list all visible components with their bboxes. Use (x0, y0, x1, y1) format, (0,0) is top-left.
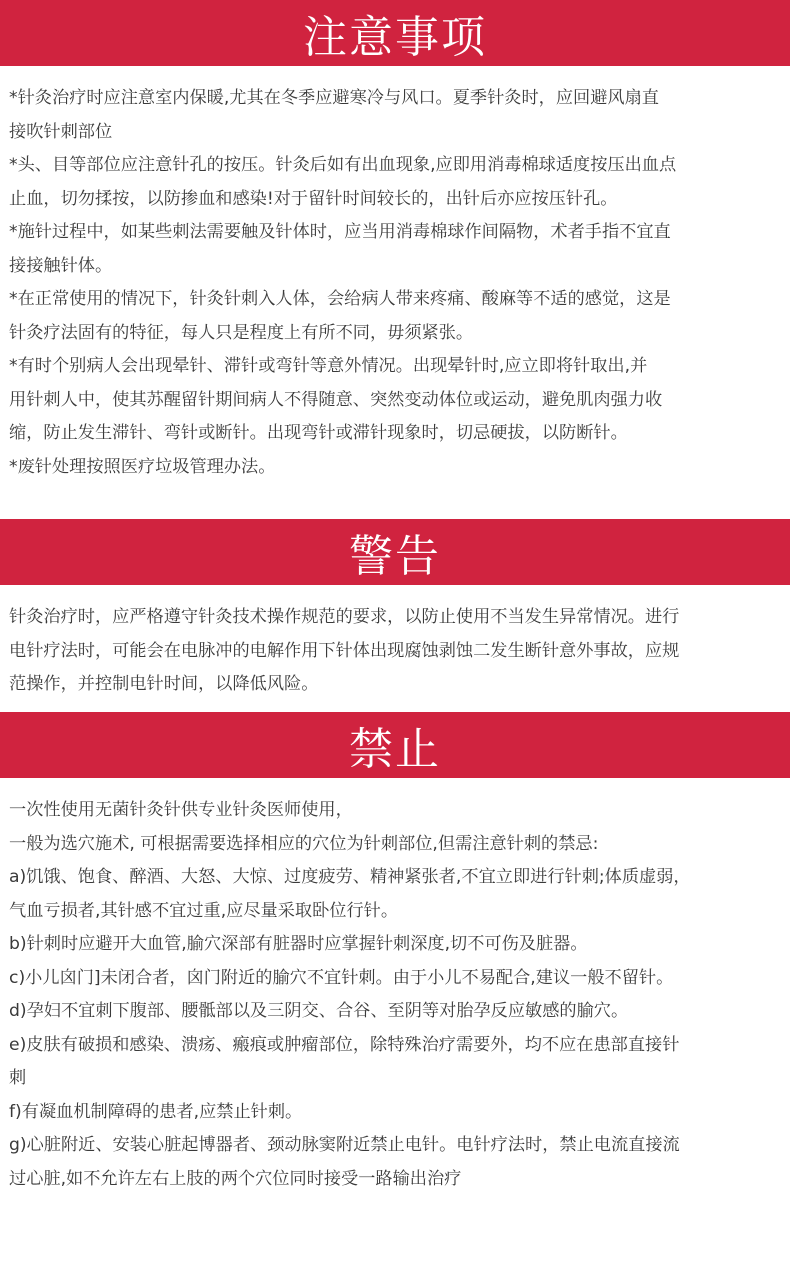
forbidden-line: 过心脏,如不允许左右上肢的两个穴位同时接受一路输出治疗 (9, 1168, 462, 1189)
forbidden-line: d)孕妇不宜刺下腹部、腰骶部以及三阴交、合谷、至阴等对胎孕反应敏感的腧穴。 (9, 1001, 629, 1021)
warning-line: 电针疗法时，可能会在电脉冲的电解作用下针体出现腐蚀剥蚀二发生断针意外事故，应规 (9, 640, 680, 661)
forbidden-line: 一般为选穴施术, 可根据需要选择相应的穴位为针刺部位,但需注意针刺的禁忌: (9, 833, 599, 854)
notes-line: *有时个别病人会出现晕针、滞针或弯针等意外情况。出现晕针时,应立即将针取出,并 (9, 356, 648, 376)
notes-line: *头、目等部位应注意针孔的按压。针灸后如有出血现象,应即用消毒棉球适度按压出血点 (9, 155, 677, 175)
forbidden-line: f)有凝血机制障碍的患者,应禁止针刺。 (9, 1101, 303, 1122)
warning-section-body (0, 585, 790, 698)
notes-section-header (0, 0, 790, 66)
forbidden-line: e)皮肤有破损和感染、溃疡、瘢痕或肿瘤部位，除特殊治疗需要外，均不应在患部直接针 (9, 1034, 680, 1055)
notes-line: 针灸疗法固有的特征，每人只是程度上有所不同，毋须紧张。 (9, 322, 474, 343)
warning-line: 针灸治疗时，应严格遵守针灸技术操作规范的要求，以防止使用不当发生异常情况。进行 (9, 607, 680, 627)
notes-line: 接接触针体。 (9, 255, 113, 276)
warning-title: 警告 (349, 531, 441, 582)
notes-title: 注意事项 (303, 12, 487, 63)
forbidden-line: 一次性使用无菌针灸针供专业针灸医师使用， (9, 800, 353, 820)
notes-line: 用针刺人中，使其苏醒留针期间病人不得随意、突然变动体位或运动，避免肌肉强力收 (9, 389, 663, 410)
forbidden-line: a)饥饿、饱食、醉酒、大怒、大惊、过度疲劳、精神紧张者,不宜立即进行针刺;体质虚弱， (9, 867, 691, 887)
forbidden-section-body (0, 778, 790, 1196)
notes-line: 止血，切勿揉按，以防掺血和感染!对于留针时间较长的，出针后亦应按压针孔。 (9, 188, 618, 209)
notes-line: 缩，防止发生滞针、弯针或断针。出现弯针或滞针现象时，切忌硬拔，以防断针。 (9, 423, 628, 443)
forbidden-title: 禁止 (349, 724, 441, 775)
warning-line: 范操作，并控制电针时间，以降低风险。 (9, 674, 319, 694)
forbidden-line: c)小儿囟门]未闭合者，囟门附近的腧穴不宜针刺。由于小儿不易配合,建议一般不留针。 (9, 967, 674, 988)
notes-line: *在正常使用的情况下，针灸针刺入人体，会给病人带来疼痛、酸麻等不适的感觉，这是 (9, 289, 671, 309)
forbidden-line: 气血亏损者,其针感不宜过重,应尽量采取卧位行针。 (9, 900, 399, 921)
warning-section-header (0, 519, 790, 585)
notes-line: 接吹针刺部位 (9, 121, 113, 142)
notes-line: *废针处理按照医疗垃圾管理办法。 (9, 456, 276, 477)
notes-section-body (0, 66, 790, 505)
forbidden-section-header (0, 712, 790, 778)
notes-line: *施针过程中，如某些刺法需要触及针体时，应当用消毒棉球作间隔物，术者手指不宜直 (9, 222, 671, 242)
forbidden-line: b)针刺时应避开大血管,腧穴深部有脏器时应掌握针刺深度,切不可伤及脏器。 (9, 934, 588, 954)
forbidden-line: g)心脏附近、安装心脏起博器者、颈动脉窦附近禁止电针。电针疗法时，禁止电流直接流 (9, 1135, 680, 1155)
forbidden-line: 刺 (9, 1068, 27, 1088)
notes-line: *针灸治疗时应注意室内保暖,尤其在冬季应避寒冷与风口。夏季针灸时，应回避风扇直 (9, 88, 659, 108)
